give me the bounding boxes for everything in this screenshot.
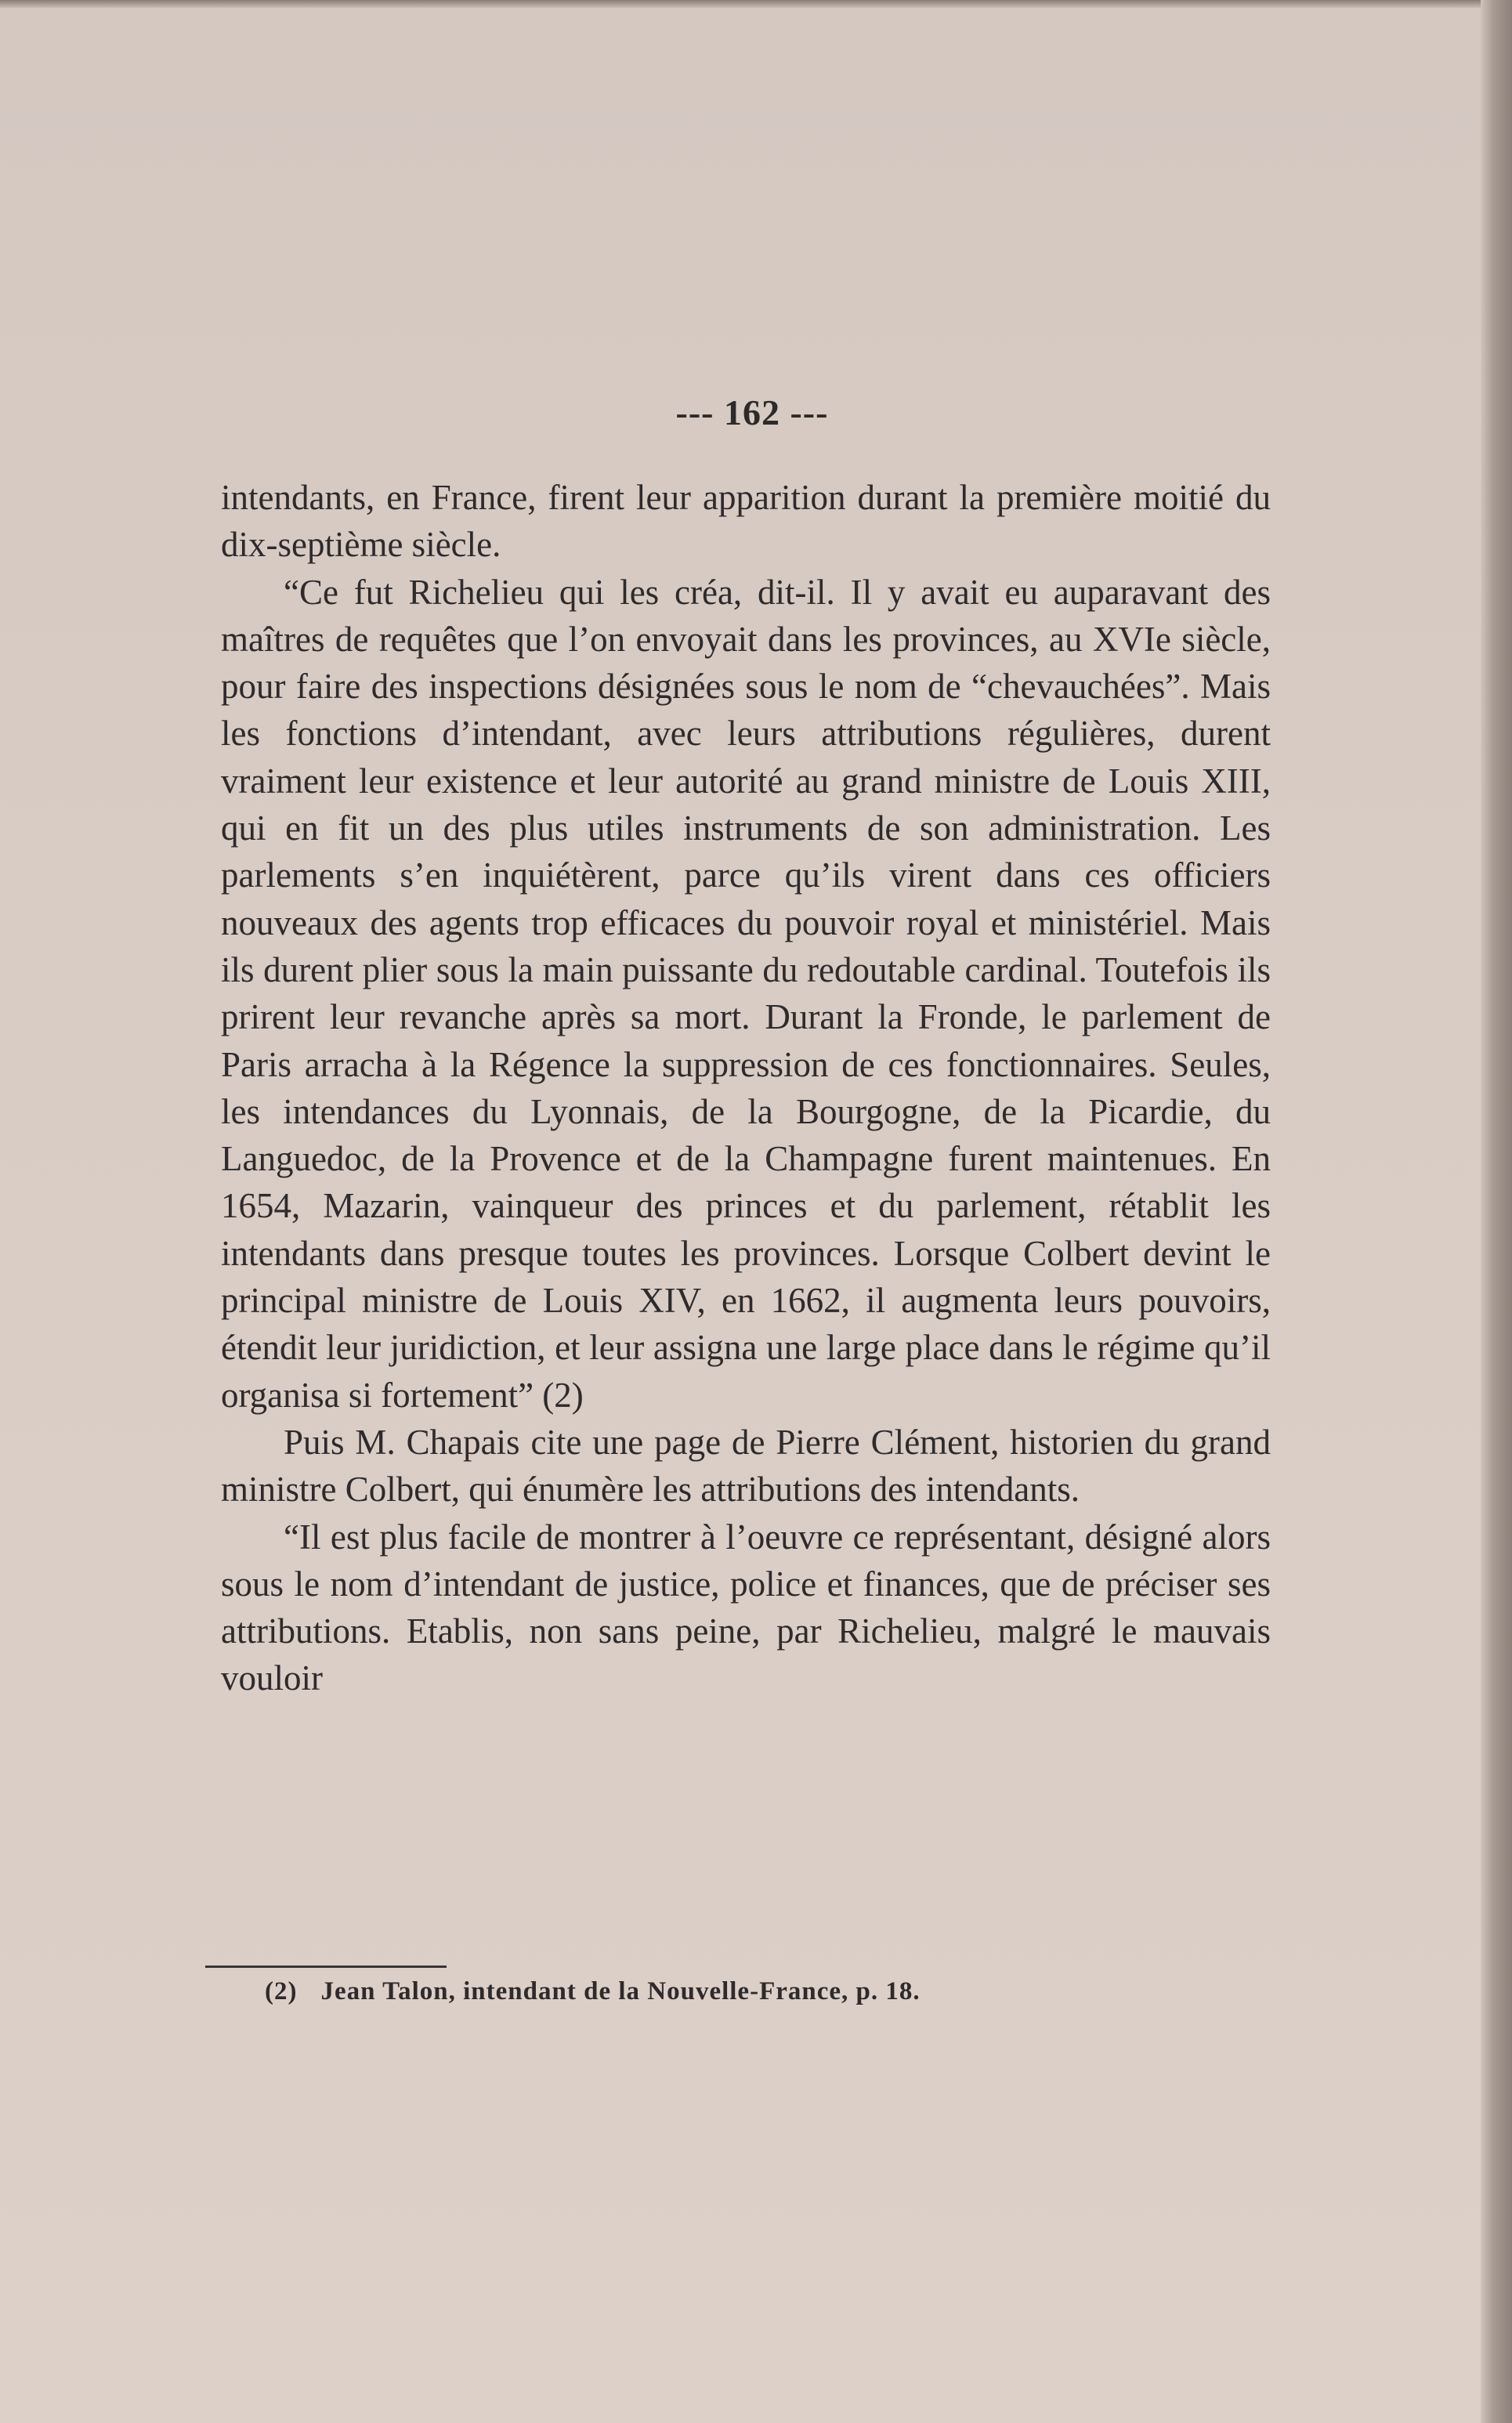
body-text	[221, 474, 1271, 1702]
page-top-edge	[0, 0, 1512, 8]
footnote-divider	[205, 1966, 447, 1968]
paragraph: Puis M. Chapais cite une page de Pierre Clément, historien du grand ministre Colbert, qui énumère les attributions des intendants.	[221, 1422, 1271, 1510]
paragraph: “Ce fut Richelieu qui les créa, dit-il. Il y avait eu auparavant des maîtres de requêtes que l’on envoyait dans les provinces, au XVIe siècle, pour faire des inspections désignées sous le nom de “chevauchées”. Mais les fonctions d’intendant, avec leurs attributions régulières, durent vraiment leur existence et leur autorité au grand ministre de Louis XIII, qui en fit un des plus utiles instruments de son administration. Les parlements s’en inquiétèrent, parce qu’ils virent dans ces officiers nouveaux des agents trop efficaces du pouvoir royal et ministériel. Mais ils durent plier sous la main puissante du redoutable cardinal. Toutefois ils prirent leur revanche après sa mort. Durant la Fronde, le parlement de Paris arracha à la Régence la suppression de ces fonctionnaires. Seules, les intendances du Lyonnais, de la Bourgogne, de la Picardie, du Languedoc, de la Provence et de la Champagne furent maintenues. En 1654, Mazarin, vainqueur des princes et du parlement, rétablit les intendants dans presque toutes les provinces. Lorsque Colbert devint le principal ministre de Louis XIV, en 1662, il augmenta leurs pouvoirs, étendit leur juridiction, et leur assigna une large place dans le régime qu’il organisa si fortement” (2)	[221, 572, 1271, 1415]
footnote-text: Jean Talon, intendant de la Nouvelle-France, p. 18.	[320, 1977, 921, 2005]
paragraph: “Il est plus facile de montrer à l’oeuvre ce représentant, désigné alors sous le nom d’intendant de justice, police et finances, que de préciser ses attributions. Etablis, non sans peine, par Richelieu, malgré le mauvais vouloir	[221, 1517, 1271, 1698]
paragraph: intendants, en France, firent leur apparition durant la première moitié du dix-septième siècle.	[221, 478, 1271, 565]
footnote	[265, 1977, 1127, 2006]
page-right-edge	[1481, 0, 1512, 2423]
page-number: --- 162 ---	[675, 392, 829, 432]
footnote-marker: (2)	[265, 1977, 298, 2005]
